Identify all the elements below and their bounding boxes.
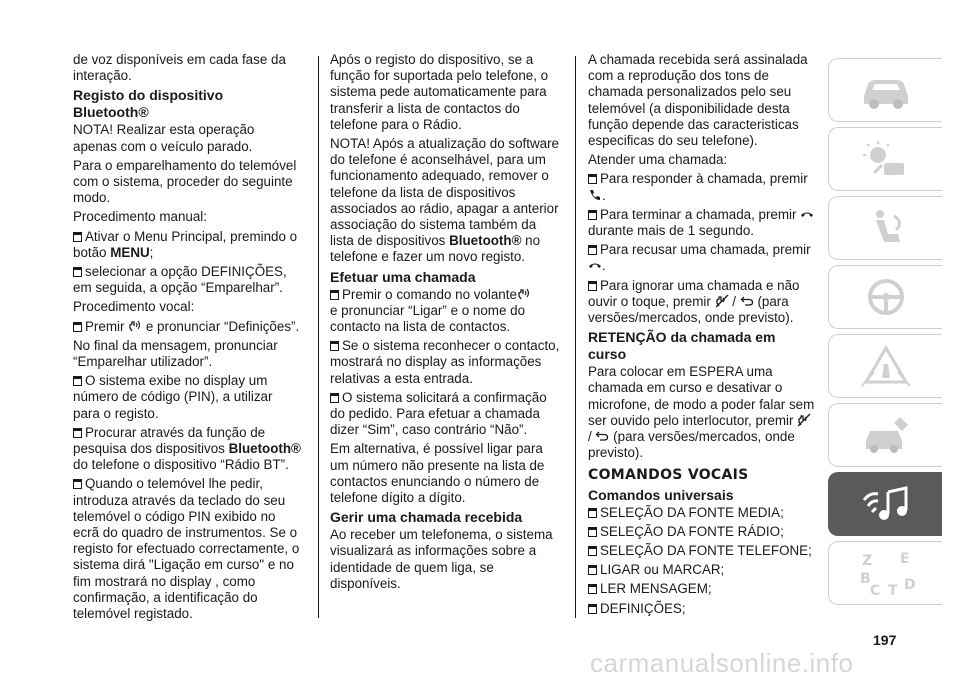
transfer-text: Após o registo do dispositivo, se a função for suportada pelo telefone, o sistema pede automaticamente para transferir a lista de contactos do telefone para o Rádio.	[330, 52, 549, 132]
heading-comandos-universais: Comandos universais	[588, 486, 734, 503]
index-letter: Z	[861, 553, 872, 569]
bullet-item: O sistema solicitará a confirmação do pedido. Para efetuar a chamada dizer “Sim”, caso contrário “Não”.	[330, 389, 547, 438]
bullet-icon	[73, 479, 82, 489]
bullet-item: O sistema exibe no display um número de código (PIN), a utilizar para o registo.	[73, 373, 273, 421]
command-item: DEFINIÇÕES;	[588, 601, 816, 617]
bullet-icon	[330, 290, 339, 300]
intro-text: de voz disponíveis em cada fase da interação.	[73, 52, 286, 84]
tab-tools-car[interactable]	[828, 403, 942, 467]
watermark: carmanualsonline.info	[590, 648, 854, 678]
bullet-item: Para ignorar uma chamada e não ouvir o toque, premir / (para versões/mercados, onde previsto).	[588, 277, 800, 326]
voice-command-icon	[517, 287, 531, 301]
bullet-item: selecionar a opção DEFINIÇÕES, em seguida, a opção “Emparelhar”.	[73, 264, 287, 296]
tools-car-icon	[854, 411, 918, 459]
heading-gerir: Gerir uma chamada recebida	[330, 509, 523, 526]
heading-registo: Registo do dispositivo Bluetooth®	[73, 87, 224, 121]
phone-answer-icon	[588, 188, 602, 202]
index-letter: B	[859, 571, 871, 587]
note-update-text: NOTA! Após a atualização do software do telefone é aconselhável, para um funcionamento adequado, remover o telefone da lista de dispositivos associados ao rádio, apagar a anterior associação do sistema também da lista de dispositivos Bluetooth® no telefone e fazer um novo registo.	[330, 136, 559, 265]
command-item: LER MENSAGEM;	[588, 581, 816, 597]
final-text: No final da mensagem, pronunciar “Emparelhar utilizador”.	[73, 337, 278, 370]
bullet-icon	[73, 267, 82, 277]
phone-hangup-icon	[800, 207, 814, 221]
bullet-item: Premir o comando no volante e pronunciar “Ligar” e o nome do contacto na lista de contactos.	[330, 287, 562, 336]
bullet-icon	[588, 565, 597, 575]
bullet-item: Para recusar uma chamada, premir .	[588, 242, 816, 274]
bullet-item: Procurar através da função de pesquisa dos dispositivos Bluetooth® do telefone o dispositivo “Rádio BT”.	[73, 424, 301, 473]
bullet-icon	[588, 527, 597, 537]
bullet-icon	[588, 604, 597, 614]
tab-road-warning[interactable]	[828, 334, 942, 398]
car-icon	[854, 66, 918, 114]
vocal-procedure-label: Procedimento vocal:	[73, 299, 195, 315]
index-letter: D	[903, 577, 916, 593]
ringtone-text: A chamada recebida será assinalada com a reprodução dos tons de chamada personalizados pelo seu telemóvel (a disponibilidade desta função depende das caracteristicas especificas do seu telefone).	[588, 52, 808, 149]
command-item: SELEÇÃO DA FONTE RÁDIO;	[588, 524, 816, 540]
back-arrow-icon	[740, 294, 754, 308]
tab-warning-lights[interactable]	[828, 127, 942, 191]
chapter-tabs	[828, 58, 942, 610]
back-arrow-icon	[595, 429, 609, 443]
command-item: SELEÇÃO DA FONTE TELEFONE;	[588, 543, 816, 559]
tab-steering-wheel[interactable]	[828, 265, 942, 329]
bullet-icon	[588, 508, 597, 518]
steering-wheel-icon	[854, 273, 918, 321]
bullet-item: Para responder à chamada, premir .	[588, 171, 816, 203]
bullet-icon	[73, 322, 82, 332]
bullet-icon	[330, 393, 339, 403]
mute-voice-icon	[715, 294, 729, 308]
index-icon	[854, 549, 918, 597]
command-item: SELEÇÃO DA FONTE MEDIA;	[588, 505, 816, 521]
bullet-item: Ativar o Menu Principal, premindo o botão MENU;	[73, 228, 298, 260]
tab-index[interactable]	[828, 541, 942, 605]
command-item: LIGAR ou MARCAR;	[588, 562, 816, 578]
page-number: 197	[873, 632, 897, 648]
answer-label: Atender uma chamada:	[588, 152, 728, 168]
mute-voice-icon	[797, 413, 811, 427]
bullet-icon	[588, 546, 597, 556]
column-1	[73, 52, 301, 625]
manual-procedure-label: Procedimento manual:	[73, 209, 207, 225]
bullet-item: Para terminar a chamada, premir durante mais de 1 segundo.	[588, 207, 816, 239]
index-letter: C	[869, 583, 880, 597]
bullet-icon	[330, 341, 339, 351]
bullet-icon	[588, 245, 597, 255]
pairing-text: Para o emparelhamento do telemóvel com o sistema, proceder do seguinte modo.	[73, 157, 297, 206]
hold-text: Para colocar em ESPERA uma chamada em curso e desativar o microfone, de modo a poder falar sem ser ouvido pelo interlocutor, premir / (para versões/mercados, onde previsto).	[588, 364, 815, 461]
heading-retencao: RETENÇÃO da chamada em curso	[588, 329, 776, 363]
seat-airbag-icon	[854, 204, 918, 252]
bullet-icon	[588, 584, 597, 594]
alternative-text: Em alternativa, é possível ligar para um número não presente na lista de contactos enunciando o número de telefone dígito a dígito.	[330, 441, 545, 506]
bullet-icon	[73, 232, 82, 242]
warning-lights-icon	[854, 135, 918, 183]
bullet-item: Quando o telemóvel lhe pedir, introduza através da teclado do seu telemóvel o código PIN exibido no ecrã do quadro de instrumentos. Se o registo for efectuado correctamente, o sistema dirá "Ligação em curso" e no fim mostrará no display , como confirmação, a identificação do telemóvel registado.	[73, 476, 300, 622]
index-letter: T	[887, 583, 898, 597]
index-letter: E	[899, 551, 910, 567]
bullet-icon	[588, 281, 597, 291]
tab-car[interactable]	[828, 58, 942, 122]
note-text: NOTA! Realizar esta operação apenas com o veículo parado.	[73, 122, 255, 154]
bullet-icon	[73, 376, 82, 386]
bullet-icon	[588, 210, 597, 220]
bullet-icon	[73, 428, 82, 438]
tab-multimedia[interactable]	[828, 472, 942, 536]
heading-efetuar: Efetuar uma chamada	[330, 268, 476, 285]
column-divider	[575, 56, 576, 618]
multimedia-icon	[854, 480, 918, 528]
column-3	[588, 52, 816, 620]
bullet-icon	[588, 174, 597, 184]
bullet-item: Se o sistema reconhecer o contacto, mostrará no display as informações relativas a esta entrada.	[330, 338, 560, 386]
heading-comandos-vocais: COMANDOS VOCAIS	[588, 467, 749, 484]
column-divider	[318, 56, 319, 618]
voice-command-icon	[128, 319, 142, 333]
road-warning-icon	[854, 342, 918, 390]
tab-seat-airbag[interactable]	[828, 196, 942, 260]
column-2	[330, 52, 562, 595]
incoming-call-text: Ao receber um telefonema, o sistema visualizará as informações sobre a identidade de quem liga, se disponíveis.	[330, 527, 553, 591]
phone-hangup-icon	[588, 258, 602, 272]
bullet-item: Premir e pronunciar “Definições”.	[73, 319, 301, 335]
